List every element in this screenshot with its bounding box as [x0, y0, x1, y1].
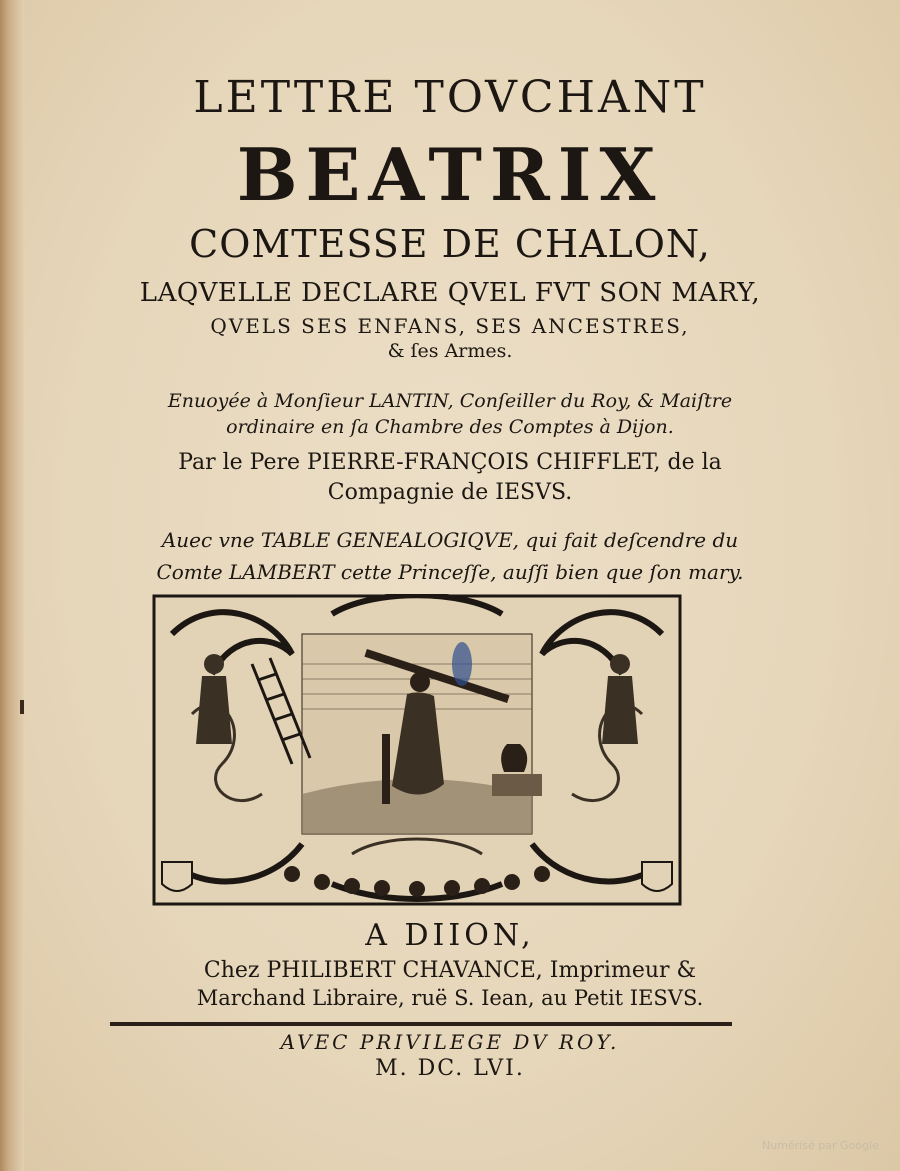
title-line-6: & ſes Armes.	[387, 340, 513, 362]
title-line-4: LAQVELLE DECLARE QVEL FVT SON MARY,	[139, 278, 761, 308]
title-line-1: LETTRE TOVCHANT	[193, 72, 707, 123]
dedication-line-2: ordinaire en ſa Chambre des Comptes à Dijon.	[226, 416, 674, 438]
coat-of-arms-right	[642, 862, 672, 891]
table-note-line-1: Auec vne TABLE GENEALOGIQVE, qui fait deſcendre du	[161, 528, 739, 552]
author-line-1: Par le Pere PIERRE-FRANÇOIS CHIFFLET, de la	[178, 450, 722, 475]
imprint-year: M. DC. LVI.	[375, 1056, 525, 1081]
author-line-2: Compagnie de IESVS.	[327, 480, 573, 505]
imprint-place: A DIION,	[365, 918, 535, 953]
digitization-watermark: Numérisé par Google	[762, 1139, 879, 1152]
horizontal-rule	[110, 1022, 732, 1026]
title-line-5: QVELS SES ENFANS, SES ANCESTRES,	[210, 314, 690, 338]
printers-device-engraving	[152, 594, 682, 906]
table-note-line-2: Comte LAMBERT cette Princeſſe, auſſi bien que ſon mary.	[156, 560, 744, 584]
imprint-privilege: AVEC PRIVILEGE DV ROY.	[280, 1030, 620, 1054]
title-line-2: BEATRIX	[236, 132, 664, 217]
coat-of-arms-left	[162, 862, 192, 891]
imprint-address: Marchand Libraire, ruë S. Iean, au Petit IESVS.	[196, 986, 704, 1010]
spine-mark	[20, 700, 24, 714]
title-line-3: COMTESSE DE CHALON,	[189, 222, 711, 266]
imprint-printer: Chez PHILIBERT CHAVANCE, Imprimeur &	[203, 958, 697, 983]
dedication-line-1: Enuoyée à Monſieur LANTIN, Conſeiller du Roy, & Maiſtre	[167, 390, 733, 412]
